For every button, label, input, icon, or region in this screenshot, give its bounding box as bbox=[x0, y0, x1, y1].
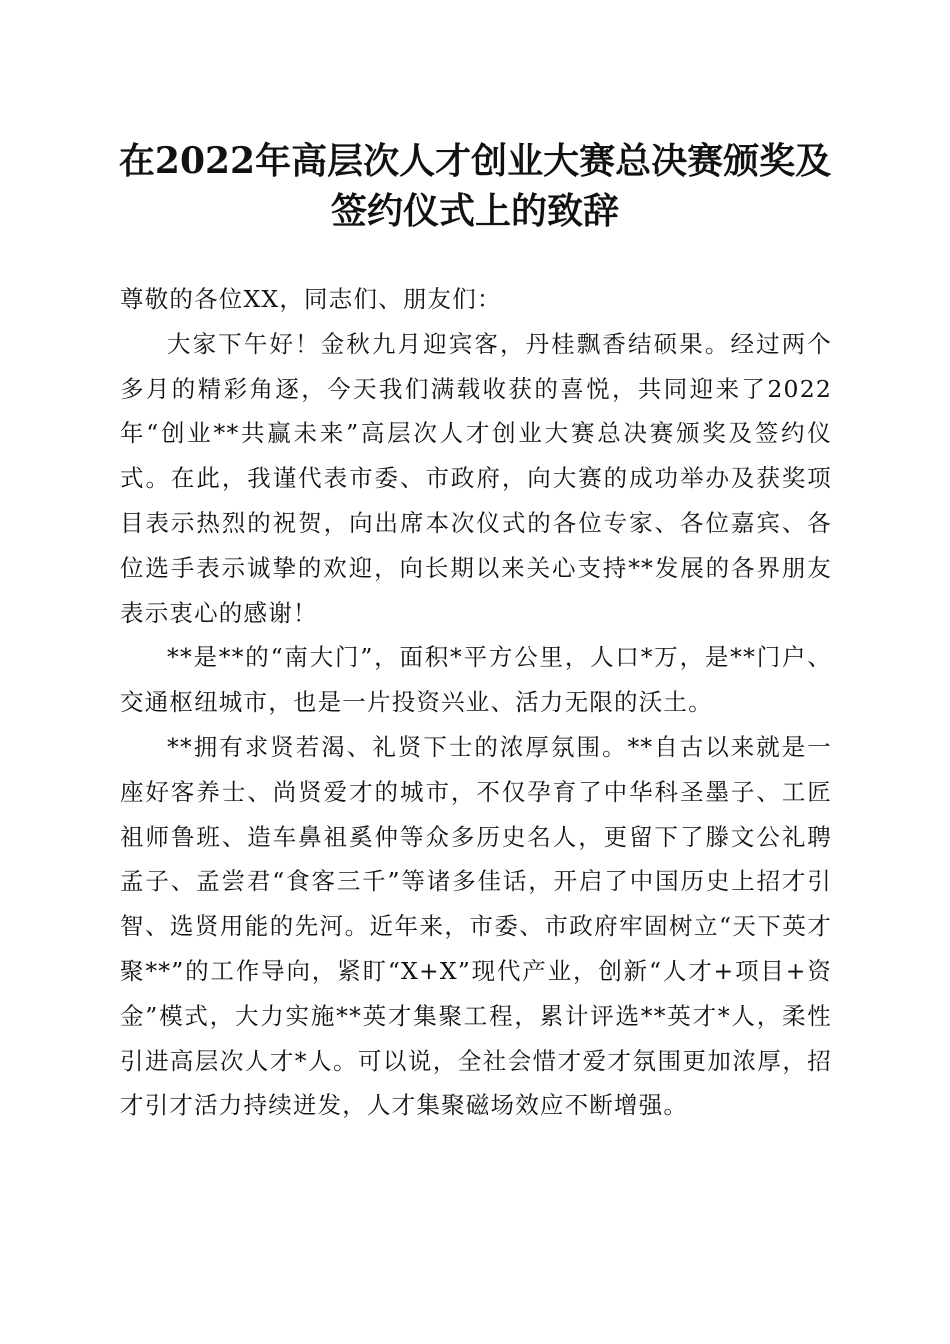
paragraph-city-intro: **是**的“南大门”，面积*平方公里，人口*万，是**门户、交通枢纽城市，也是一片投资兴业、活力无限的沃土。 bbox=[120, 643, 832, 717]
paragraph-greeting: 大家下午好！金秋九月迎宾客，丹桂飘香结硕果。经过两个多月的精彩角逐，今天我们满载收获的喜悦，共同迎来了2022年“创业**共赢未来”高层次人才创业大赛总决赛颁奖及签约仪式。在此，我谨代表市委、市政府，向大赛的成功举办及获奖项目表示热烈的祝贺，向出席本次仪式的各位专家、各位嘉宾、各位选手表示诚挚的欢迎，向长期以来关心支持**发展的各界朋友表示衷心的感谢！ bbox=[120, 329, 832, 627]
document-title bbox=[110, 136, 840, 236]
document-body bbox=[120, 277, 832, 1128]
title-line-1: 在2022年高层次人才创业大赛总决赛颁奖及 bbox=[118, 140, 832, 182]
paragraph-talent: **拥有求贤若渴、礼贤下士的浓厚氛围。**自古以来就是一座好客养士、尚贤爱才的城市，不仅孕育了中华科圣墨子、工匠祖师鲁班、造车鼻祖奚仲等众多历史名人，更留下了滕文公礼聘孟子、孟尝君“食客三千”等诸多佳话，开启了中国历史上招才引智、选贤用能的先河。近年来，市委、市政府牢固树立“天下英才聚**”的工作导向，紧盯“X+X”现代产业，创新“人才+项目+资金”模式，大力实施**英才集聚工程，累计评选**英才*人，柔性引进高层次人才*人。可以说，全社会惜才爱才氛围更加浓厚，招才引才活力持续迸发，人才集聚磁场效应不断增强。 bbox=[120, 732, 832, 1120]
title-line-2: 签约仪式上的致辞 bbox=[330, 190, 619, 232]
salutation: 尊敬的各位XX，同志们、朋友们： bbox=[120, 285, 502, 313]
